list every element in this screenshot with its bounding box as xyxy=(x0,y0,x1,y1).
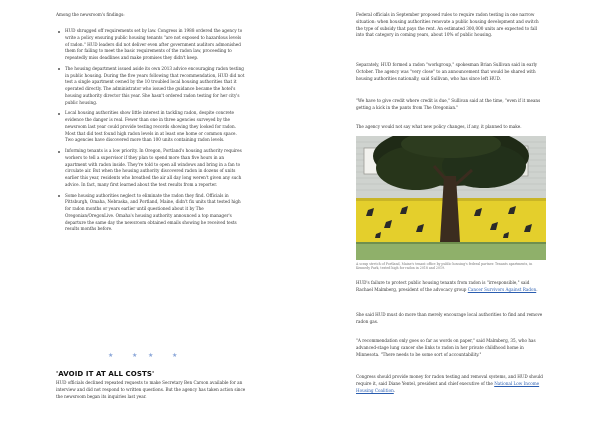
finding-item: The housing department issued aside its own 2013 advice encouraging radon testing in public housing. During the five years following that recommendation, HUD did not test a single apartment owned by the 10 troubled local housing authorities that it operated directly. The administrator who issued the guidance became the hotel's housing authority director this year. She hasn't ordered radon testing for her city's public housing. xyxy=(56,66,246,107)
findings-intro: Among the newsroom's findings: xyxy=(56,12,125,17)
star-icon: ★ xyxy=(108,352,114,359)
finding-item: Some housing authorities neglect to eliminate the radon they find. Officials in Pittsburgh, Omaha, Nebraska, and Portland, Maine, didn't fix units that tested high for radon months or years earlier until questioned about it by The Oregonian/OregonLive. Omaha's housing authority announced a top manager's departure the same day the newsroom obtained emails showing he received tests results months before. xyxy=(56,193,246,234)
advocacy-group-link[interactable]: Cancer Survivors Against Radon xyxy=(467,286,537,292)
star-icon: ★ xyxy=(172,352,178,359)
article-paragraph: The agency would not say what new policy changes, if any, it planned to make. xyxy=(356,124,522,129)
star-icon: ★ xyxy=(148,352,154,359)
article-photo xyxy=(356,136,546,260)
finding-item: Local housing authorities show little interest in tackling radon, despite concrete evidence the danger is real. Fewer than one in three agencies surveyed by the newsroom last year could provide testing records showing they looked for radon. Most that did test found high radon levels in at least one home or common space. Two agencies have discovered more than 100 units containing radon levels. xyxy=(56,110,246,144)
housing-coalition-link[interactable]: National Low Income Housing Coalition xyxy=(356,380,540,393)
finding-item: Informing tenants is a low priority. In Oregon, Portland's housing authority requires workers to tell a supervisor if they plan to spend more than five hours in an apartment with radon inside. They're told to open all windows and bring in a fan to circulate air. But when the housing authority discovered radon in dozens of units earlier this year, residents who breathed the air all day long weren't given any such advice. In fact, many first learned about the test results from a reporter. xyxy=(56,148,246,189)
section-heading: 'AVOID IT AT ALL COSTS' xyxy=(56,370,155,378)
findings-list xyxy=(56,28,246,233)
star-icon: ★ xyxy=(132,352,138,359)
article-paragraph: Federal officials in September proposed rules to require radon testing in one narrow situation: when housing authorities renovate a public housing development and switch the type of subsidy that pays the rent. An estimated 300,000 units are expected to fall into that category in coming years, about 10% of public housing. xyxy=(356,12,539,38)
finding-item: HUD shrugged off requirements set by law. Congress in 1988 ordered the agency to write a policy ensuring public housing tenants "are not exposed to hazardous levels of radon." HUD leaders did not deliver even after government auditors admonished them for failing to meet the basic requirements of the radon law, proceeding to repeatedly miss deadlines and make promises they didn't keep. xyxy=(56,28,246,62)
article-paragraph: "A recommendation only goes so far as words on paper," said Malmberg, 35, who has advanced-stage lung cancer she links to radon in her private childhood home in Minnesota. "There needs to be some sort of accountability." xyxy=(356,338,536,357)
article-paragraph: She said HUD must do more than merely encourage local authorities to find and remove radon gas. xyxy=(356,312,543,324)
section-divider xyxy=(56,353,246,361)
article-paragraph: Congress should provide money for radon testing and removal systems, and HUD should require it, said Diane Yentel, president and chief executive of the National Low Income Housing Coalition. xyxy=(356,374,543,393)
article-paragraph: Separately, HUD formed a radon "workgroup," spokesman Brian Sullivan said in early October. The agency was "very close" to an announcement that would be shared with housing authorities nationally, said Sullivan, who has since left HUD. xyxy=(356,62,538,81)
article-paragraph: "We have to give credit where credit is due," Sullivan said at the time, "even if it means getting a kick in the pants from The Oregonian." xyxy=(356,98,541,110)
article-paragraph: HUD officials declined repeated requests to make Secretary Ben Carson available for an interview and did not respond to written questions. But the agency has taken action since the newsroom began its inquiries last year. xyxy=(56,380,246,399)
photo-caption: A scrap stretch of Portland, Maine's tenant office by public housing's federal partner. Tenants apartments, in Kennedy Park, tested high for radon in 2018 and 2019. xyxy=(356,262,533,271)
article-paragraph: HUD's failure to protect public housing tenants from radon is "irresponsible," said Rachael Malmberg, president of the advocacy group Cancer Survivors Against Radon. xyxy=(356,280,538,292)
